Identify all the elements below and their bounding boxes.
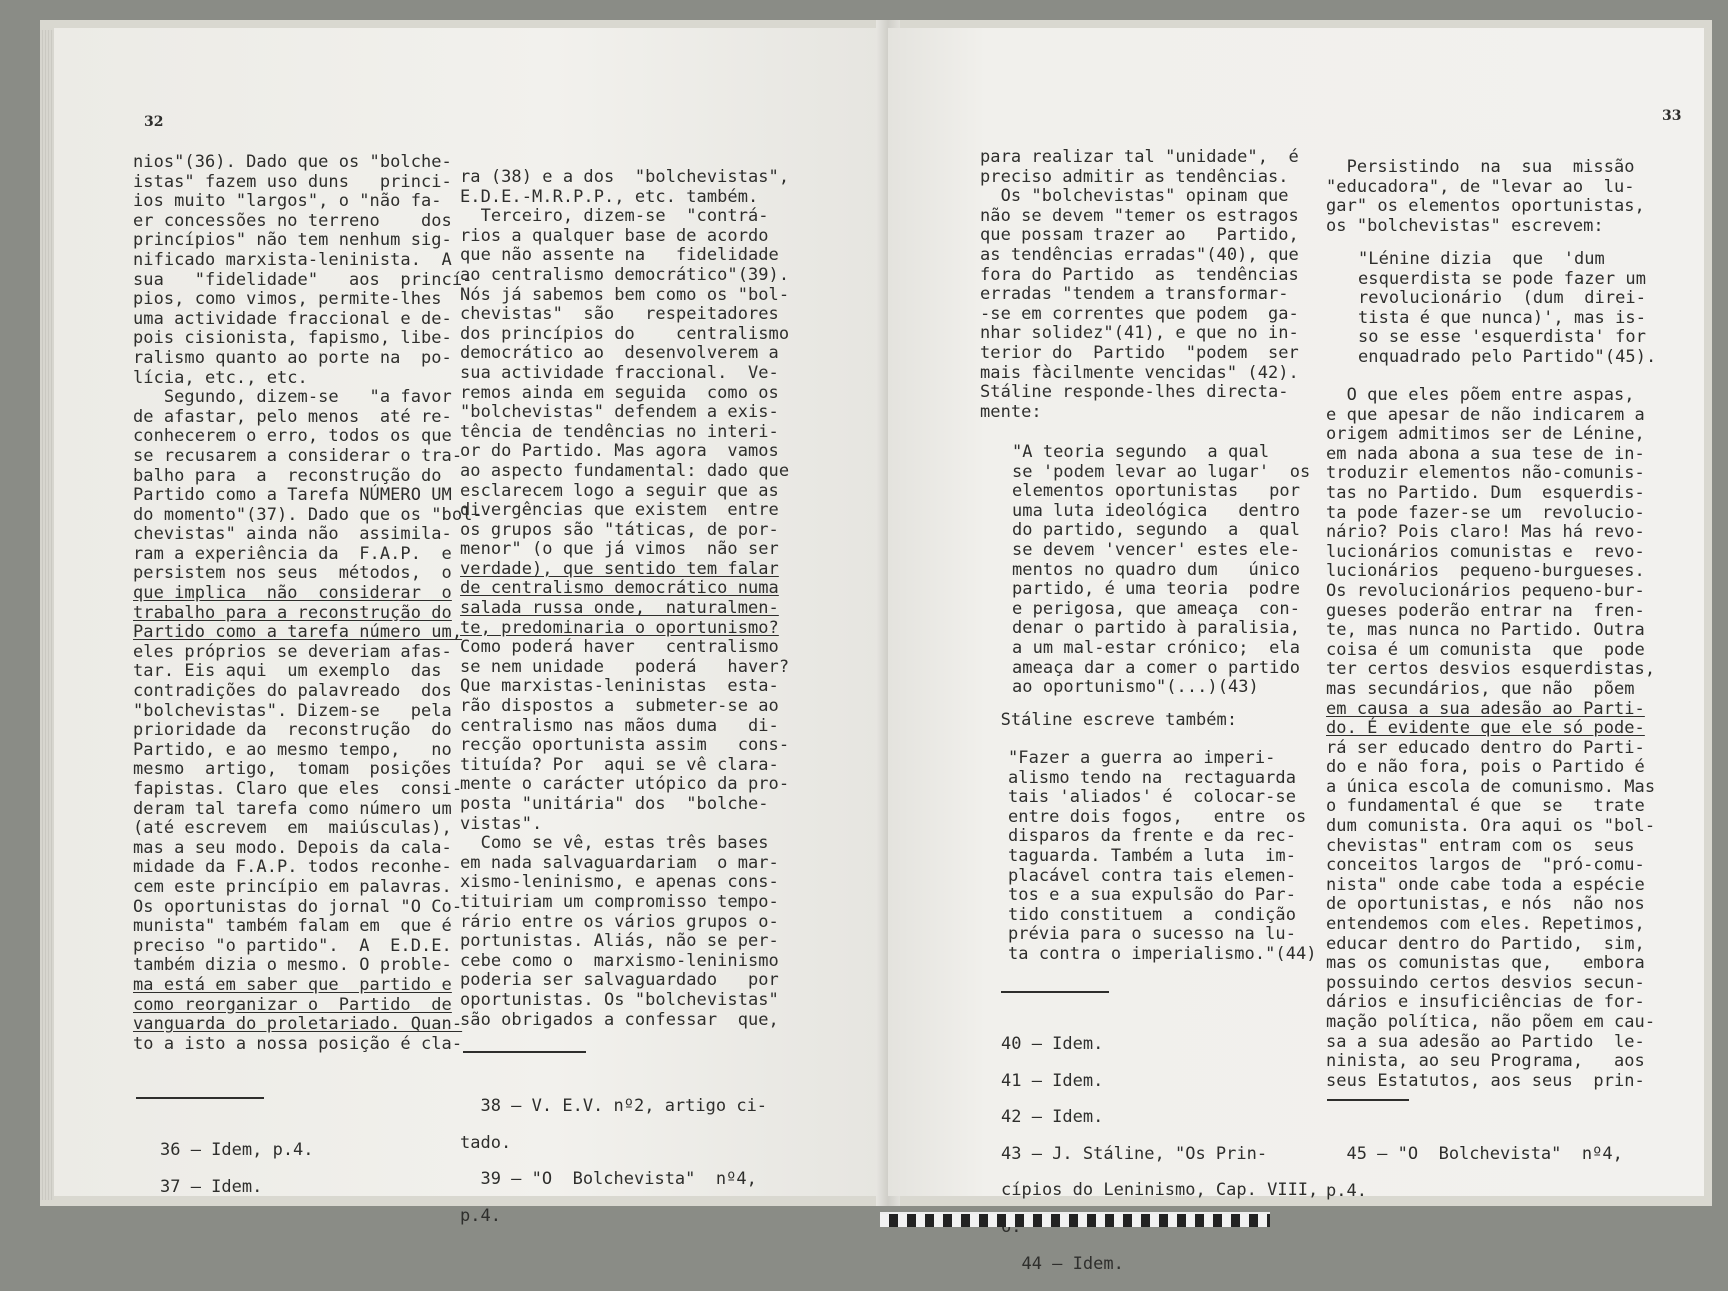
text-line: a única escola de comunismo. Mas [1326, 776, 1656, 797]
text-line: ra (38) e a dos "bolchevistas", [460, 167, 790, 187]
text-line: mente: [980, 401, 1042, 422]
text-line: 42 — Idem. [1001, 1107, 1104, 1128]
text-line: "bolchevistas". Dizem-se pela [133, 700, 452, 721]
text-line: 45 — "O Bolchevista" nº4, [1326, 1144, 1623, 1164]
text-line: sa a sua adesão ao Partido le- [1326, 1031, 1645, 1052]
text-line: istas" fazem uso duns princi- [133, 171, 452, 192]
text-line: nios"(36). Dado que os "bolche- [133, 152, 452, 172]
text-line: eles próprios se deveriam afas- [133, 641, 452, 662]
right-column-1-continued [980, 711, 1237, 731]
text-line: sua "fidelidade" aos princí- [133, 269, 473, 290]
text-line: gueses poderão entrar na fren- [1326, 600, 1645, 621]
text-line: nificado marxista-leninista. A [133, 249, 452, 270]
text-line: enquadrado pelo Partido"(45). [1358, 346, 1657, 367]
text-line: chevistas" entram com os seus [1326, 835, 1635, 856]
text-line: Como poderá haver centralismo [460, 637, 779, 658]
text-line: oportunistas. Os "bolchevistas" [460, 989, 779, 1010]
text-line: ram a experiência da F.A.P. e [133, 543, 452, 564]
text-line: tista é que nunca)', mas is- [1358, 307, 1646, 328]
text-line: ameaça dar a comer o partido [1012, 657, 1300, 678]
text-line: ninista, ao seu Programa, aos [1326, 1051, 1645, 1072]
text-line: ios muito "largos", o "não fa- [133, 191, 442, 212]
text-line: so se esse 'esquerdista' for [1358, 327, 1646, 348]
text-line: chevistas" são respeitadores [460, 304, 779, 325]
text-line: tais 'aliados' é colocar-se [1008, 787, 1296, 808]
text-line: tituiriam um compromisso tempo- [460, 891, 779, 912]
open-book [40, 20, 1712, 1274]
text-line: p.4. [1326, 1180, 1367, 1201]
text-line: em causa a sua adesão ao Parti- [1326, 698, 1645, 719]
text-line: ta contra o imperialismo."(44) [1008, 943, 1317, 964]
text-line: esquerdista se pode fazer um [1358, 268, 1646, 289]
text-line: 36 — Idem, p.4. [160, 1140, 314, 1160]
text-line: lícia, etc., etc. [133, 367, 308, 388]
text-line: ao oportunismo"(...)(43) [1012, 677, 1259, 698]
text-line: origem admitimos ser de Lénine, [1326, 424, 1645, 445]
text-line: nário? Pois claro! Mas há revo- [1326, 522, 1645, 543]
text-line: entre dois fogos, entre os [1008, 806, 1307, 827]
text-line: se devem 'vencer' estes ele- [1012, 539, 1300, 560]
text-line: tido constituem a condição [1008, 904, 1296, 925]
text-line: do e não fora, pois o Partido é [1326, 757, 1645, 778]
text-line: te, predominaria o oportunismo? [460, 617, 779, 638]
text-line: do partido, segundo a qual [1012, 520, 1300, 541]
text-line: tos e a sua expulsão do Par- [1008, 885, 1296, 906]
text-line: do. É evidente que ele só pode- [1326, 718, 1645, 739]
text-line: trabalho para a reconstrução do [133, 602, 452, 623]
text-line: divergências que existem entre [460, 500, 779, 521]
text-line: preciso "o partido". A E.D.E. [133, 935, 452, 956]
text-line: revolucionário (dum direi- [1358, 288, 1646, 309]
text-line: e perigosa, que ameaça con- [1012, 598, 1300, 619]
text-line: 38 — V. E.V. nº2, artigo ci- [460, 1096, 768, 1116]
text-line: esclarecem logo a seguir que as [460, 480, 779, 501]
text-line: ta pode fazer-se um revolucio- [1326, 502, 1645, 523]
right-column-1 [980, 148, 1299, 422]
text-line: lucionários comunistas e revo- [1326, 541, 1645, 562]
text-line: partido, é uma teoria podre [1012, 579, 1300, 600]
text-line: de oportunistas, e nós não nos [1326, 894, 1645, 915]
text-line: Stáline escreve também: [980, 710, 1238, 730]
text-line: or do Partido. Mas agora vamos [460, 441, 779, 462]
text-line: contradições do palavreado dos [133, 681, 452, 702]
text-line: em nada salvaguardariam o mar- [460, 852, 779, 873]
text-line: taguarda. Também a luta im- [1008, 845, 1296, 866]
text-line: se nem unidade poderá haver? [460, 656, 790, 677]
text-line: uma luta ideológica dentro [1012, 500, 1300, 521]
text-line: tas no Partido. Dum esquerdis- [1326, 482, 1645, 503]
text-line: 43 — J. Stáline, "Os Prin- [1001, 1143, 1268, 1164]
left-page [54, 28, 884, 1226]
text-line: cípios do Leninismo, Cap. VIII, [1001, 1180, 1319, 1201]
text-line: de centralismo democrático numa [460, 578, 779, 599]
text-line: troduzir elementos não-comunis- [1326, 463, 1645, 484]
text-line: ao centralismo democrático"(39). [460, 264, 790, 285]
text-line: persistem nos seus métodos, o [133, 563, 452, 584]
text-line: as tendências erradas"(40), que [980, 244, 1299, 265]
text-line: não se devem "temer os estragos [980, 205, 1299, 226]
left-column-2 [460, 168, 789, 1030]
right-footnotes-1 [1001, 1018, 1318, 1291]
left-column-1 [133, 153, 483, 1054]
text-line: ao aspecto fundamental: dado que [460, 460, 790, 481]
text-line: tituída? Por aqui se vê clara- [460, 754, 779, 775]
text-line: 37 — Idem. [160, 1176, 263, 1197]
text-line: O que eles põem entre aspas, [1326, 385, 1635, 405]
text-line: Partido como a Tarefa NÚMERO UM [133, 485, 452, 506]
text-line: centralismo nas mãos duma di- [460, 715, 779, 736]
text-line: Persistindo na sua missão [1326, 157, 1635, 177]
text-line: terior do Partido "podem ser [980, 342, 1299, 363]
text-line: Stáline responde-lhes directa- [980, 382, 1289, 403]
text-line: que implica não considerar o [133, 583, 452, 604]
footnote-rule [136, 1097, 264, 1099]
page-number-left: 32 [144, 114, 164, 130]
text-line: prioridade da reconstrução do [133, 720, 452, 741]
text-line: p.4. [460, 1205, 501, 1226]
text-line: gar" os elementos oportunistas, [1326, 196, 1645, 217]
text-line: "Fazer a guerra ao imperi- [1008, 748, 1276, 768]
text-line: midade da F.A.P. todos reconhe- [133, 857, 452, 878]
text-line: rão dispostos a submeter-se ao [460, 696, 779, 717]
text-line: como reorganizar o Partido de [133, 994, 452, 1015]
text-line: vanguarda do proletariado. Quan- [133, 1014, 463, 1035]
left-footnotes-1 [160, 1124, 314, 1214]
text-line: prévia para o sucesso na lu- [1008, 924, 1296, 945]
text-line: pios, como vimos, permite-lhes [133, 289, 442, 310]
text-line: mente o carácter utópico da pro- [460, 774, 790, 795]
text-line: preciso admitir as tendências. [980, 166, 1289, 187]
text-line: entendemos com eles. Repetimos, [1326, 914, 1645, 935]
right-page [888, 28, 1704, 1274]
footnote-rule [1001, 991, 1109, 993]
text-line: disparos da frente e da rec- [1008, 826, 1296, 847]
text-line: te, mas nunca no Partido. Outra [1326, 620, 1645, 641]
text-line: educar dentro do Partido, sim, [1326, 933, 1645, 954]
text-line: Partido como a tarefa número um, [133, 622, 463, 643]
text-line: também dizia o mesmo. O proble- [133, 955, 452, 976]
text-line: rios a qualquer base de acordo [460, 225, 769, 246]
text-line: (até escrevem em maiúsculas), [133, 818, 452, 839]
right-quote-3 [1358, 250, 1656, 368]
text-line: em nada abona a sua tese de in- [1326, 443, 1645, 464]
text-line: os grupos são "táticas, de por- [460, 519, 779, 540]
text-line: nista" onde cabe toda a espécie [1326, 874, 1645, 895]
text-line: sua actividade fraccional. Ve- [460, 362, 779, 383]
text-line: 41 — Idem. [1001, 1070, 1104, 1091]
text-line: remos ainda em seguida como os [460, 382, 779, 403]
text-line: Nós já sabemos bem como os "bol- [460, 284, 790, 305]
footnote-rule [1327, 1099, 1409, 1101]
text-line: mação política, não põem em cau- [1326, 1012, 1656, 1032]
text-line: se 'podem levar ao lugar' os [1012, 461, 1311, 482]
text-line: mentos no quadro dum único [1012, 559, 1300, 580]
right-column-2-continued [1326, 386, 1655, 1091]
text-line: menor" (o que já vimos não ser [460, 539, 779, 560]
text-line: vistas". [460, 813, 543, 834]
right-footnotes-2 [1326, 1128, 1623, 1218]
text-line: coisa é um comunista que pode [1326, 639, 1645, 660]
text-line: alismo tendo na rectaguarda [1008, 767, 1296, 788]
text-line: fapistas. Claro que eles consi- [133, 779, 463, 799]
text-line: er concessões no terreno dos [133, 210, 452, 231]
text-line: Partido, e ao mesmo tempo, no [133, 739, 452, 760]
text-line: -se em correntes que podem ga- [980, 303, 1299, 324]
footnote-rule [463, 1051, 586, 1053]
text-line: mas a seu modo. Depois da cala- [133, 837, 452, 858]
text-line: democrático ao desenvolverem a [460, 343, 779, 364]
text-line: que não assente na fidelidade [460, 245, 779, 266]
text-line: tência de tendências no interi- [460, 421, 779, 442]
text-line: "educadora", de "levar ao lu- [1326, 176, 1635, 197]
text-line: pois cisionista, fapismo, libe- [133, 328, 452, 349]
right-column-2 [1326, 158, 1645, 236]
text-line: 44 — Idem. [1001, 1253, 1124, 1274]
text-line: nhar solidez"(41), e que no in- [980, 323, 1299, 344]
text-line: tado. [460, 1132, 512, 1153]
text-line: munista" também falam em que é [133, 916, 452, 937]
text-line: recção oportunista assim cons- [460, 735, 790, 756]
text-line: fora do Partido as tendências [980, 264, 1299, 285]
text-line: Segundo, dizem-se "a favor [133, 387, 452, 408]
text-line: portunistas. Aliás, não se per- [460, 931, 779, 952]
right-quote-1 [1012, 443, 1310, 698]
text-line: posta "unitária" dos "bolche- [460, 794, 769, 814]
text-line: ma está em saber que partido e [133, 974, 452, 995]
text-line: Como se vê, estas três bases [460, 833, 769, 854]
text-line: tar. Eis aqui um exemplo das [133, 661, 442, 682]
text-line: mas os comunistas que, embora [1326, 953, 1645, 974]
text-line: ter certos desvios esquerdistas, [1326, 659, 1656, 680]
page-number-right: 33 [1662, 108, 1682, 124]
text-line: dos princípios do centralismo [460, 323, 790, 344]
text-line: ralismo quanto ao porte na po- [133, 347, 452, 368]
text-line: Que marxistas-leninistas esta- [460, 676, 779, 697]
text-line: se recusarem a considerar o tra- [133, 445, 463, 466]
text-line: mesmo artigo, tomam posições [133, 759, 452, 780]
text-line: possuindo certos desvios secun- [1326, 972, 1645, 993]
text-line: uma actividade fraccional e de- [133, 308, 452, 329]
text-line: Os "bolchevistas" opinam que [980, 186, 1289, 207]
text-line: mas secundários, que não põem [1326, 678, 1635, 699]
text-line: to a isto a nossa posição é cla- [133, 1033, 463, 1054]
text-line: rá ser educado dentro do Parti- [1326, 737, 1645, 758]
text-line: cebe como o marxismo-leninismo [460, 950, 779, 971]
text-line: Terceiro, dizem-se "contrá- [460, 206, 769, 227]
text-line: de afastar, pelo menos até re- [133, 406, 452, 427]
text-line: deram tal tarefa como número um [133, 798, 452, 819]
text-line: E.D.E.-M.R.P.P., etc. também. [460, 186, 759, 207]
text-line: conhecerem o erro, todos os que [133, 426, 452, 447]
text-line: princípios" não tem nenhum sig- [133, 230, 452, 251]
text-line: erradas "tendem a transformar- [980, 284, 1289, 305]
text-line: o fundamental é que se trate [1326, 796, 1645, 817]
text-line: balho para a reconstrução do [133, 465, 442, 486]
text-line: poderia ser salvaguardado por [460, 970, 779, 991]
text-line: xismo-leninismo, e apenas cons- [460, 872, 779, 893]
text-line: "Lénine dizia que 'dum [1358, 249, 1605, 269]
left-footnotes-2 [460, 1080, 767, 1243]
text-line: Os revolucionários pequeno-bur- [1326, 580, 1645, 601]
text-line: rário entre os vários grupos o- [460, 911, 779, 932]
text-line: elementos oportunistas por [1012, 481, 1300, 502]
text-line: os "bolchevistas" escrevem: [1326, 215, 1604, 236]
text-line: e que apesar de não indicarem a [1326, 404, 1645, 425]
text-line: chevistas" ainda não assimila- [133, 524, 452, 545]
text-line: mais fàcilmente vencidas" (42). [980, 362, 1299, 383]
text-line: "A teoria segundo a qual [1012, 442, 1270, 462]
text-line: 39 — "O Bolchevista" nº4, [460, 1169, 757, 1190]
text-line: dum comunista. Ora aqui os "bol- [1326, 816, 1656, 837]
text-line: salada russa onde, naturalmen- [460, 598, 779, 619]
text-line: verdade), que sentido tem falar [460, 558, 779, 579]
text-line: dários e insuficiências de for- [1326, 992, 1645, 1013]
text-line: Os oportunistas do jornal "O Co- [133, 896, 463, 917]
text-line: denar o partido à paralisia, [1012, 618, 1300, 639]
text-line: do momento"(37). Dado que os "bol- [133, 504, 483, 525]
text-line: "bolchevistas" defendem a exis- [460, 402, 779, 423]
text-line: são obrigados a confessar que, [460, 1009, 779, 1030]
text-line: para realizar tal "unidade", é [980, 147, 1299, 167]
text-line: 40 — Idem. [1001, 1034, 1104, 1054]
text-line: que possam trazer ao Partido, [980, 225, 1299, 246]
right-quote-2 [1008, 749, 1317, 965]
text-line: seus Estatutos, aos seus prin- [1326, 1070, 1645, 1091]
text-line: lucionários pequeno-burgueses. [1326, 561, 1645, 582]
page-edges [40, 30, 54, 1200]
text-line: placável contra tais elemen- [1008, 865, 1296, 886]
text-line: conceitos largos de "pró-comu- [1326, 855, 1645, 876]
text-line: a um mal-estar crónico; ela [1012, 637, 1300, 658]
text-line: cem este princípio em palavras. [133, 876, 452, 897]
